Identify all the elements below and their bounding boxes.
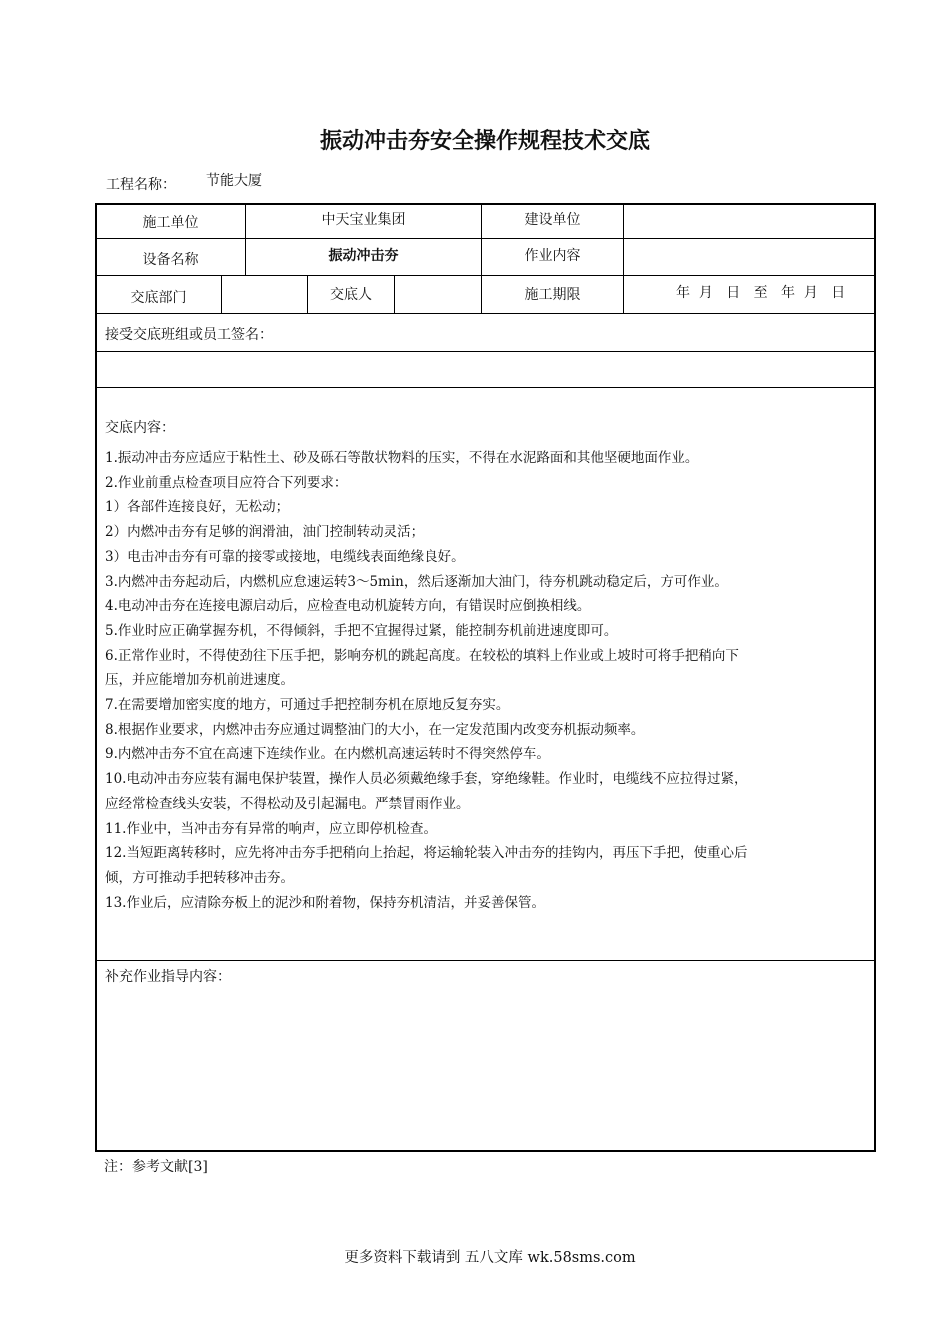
equipment-label: 设备名称	[142, 252, 199, 268]
footer-link[interactable]: 更多资料下载请到 五八文库 wk.58sms.com	[344, 1250, 636, 1266]
row-divider	[96, 313, 875, 314]
content-line: 3.内燃冲击夯起动后，内燃机应怠速运转3～5min，然后逐渐加大油门，待夯机跳动稳定后，方可作业。	[105, 573, 728, 590]
content-line: 1.振动冲击夯应适应于粘性土、砂及砾石等散状物料的压实，不得在水泥路面和其他坚硬地面作业。	[105, 450, 699, 466]
row-divider	[96, 238, 875, 239]
period-label: 施工期限	[524, 287, 581, 303]
col-divider	[221, 275, 222, 313]
equipment-value: 振动冲击夯	[328, 248, 399, 264]
content-line: 7.在需要增加密实度的地方，可通过手把控制夯机在原地反复夯实。	[105, 697, 510, 714]
content-line: 11.作业中，当冲击夯有异常的响声，应立即停机检查。	[105, 820, 437, 837]
construction-unit-label: 施工单位	[142, 215, 199, 231]
content-line: 3）电击冲击夯有可靠的接零或接地，电缆线表面绝缘良好。	[105, 548, 465, 565]
content-line: 2.作业前重点检查项目应符合下列要求：	[105, 474, 348, 491]
project-name-value: 节能大厦	[206, 173, 262, 189]
content-line: 压，并应能增加夯机前进速度。	[105, 672, 294, 689]
col-divider	[394, 275, 395, 313]
row-divider	[96, 960, 875, 961]
supplement-label: 补充作业指导内容：	[105, 969, 231, 985]
content-line: 4.电动冲击夯在连接电源启动后，应检查电动机旋转方向，有错误时应倒换相线。	[105, 598, 591, 615]
row-divider	[96, 387, 875, 388]
sign-label: 接受交底班组或员工签名：	[105, 327, 273, 343]
content-line: 8.根据作业要求，内燃冲击夯应通过调整油门的大小，在一定发范围内改变夯机振动频率。	[105, 721, 645, 738]
client-unit-label: 建设单位	[524, 212, 581, 228]
work-content-label: 作业内容	[524, 248, 581, 264]
content-line: 13.作业后，应清除夯板上的泥沙和附着物，保持夯机清洁，并妥善保管。	[105, 894, 545, 911]
content-line: 6.正常作业时，不得使劲往下压手把，影响夯机的跳起高度。在较松的填料上作业或上坡时可将手把稍向下	[105, 647, 739, 664]
content-body	[105, 446, 867, 915]
content-line: 12.当短距离转移时，应先将冲击夯手把稍向上抬起，将运输轮装入冲击夯的挂钩内，再压下手把，使重心后	[105, 845, 748, 862]
content-line: 5.作业时应正确掌握夯机，不得倾斜，手把不宜握得过紧，能控制夯机前进速度即可。	[105, 622, 618, 639]
period-value: 年 月 日 至 年 月 日	[676, 285, 846, 301]
person-label: 交底人	[330, 287, 372, 303]
content-label: 交底内容：	[105, 420, 175, 436]
row-divider	[96, 351, 875, 352]
content-line: 10.电动冲击夯应装有漏电保护装置，操作人员必须戴绝缘手套，穿绝缘鞋。作业时，电缆线不应拉得过紧，	[105, 771, 748, 788]
project-name-label: 工程名称：	[106, 177, 176, 193]
content-line: 2）内燃冲击夯有足够的润滑油，油门控制转动灵活；	[105, 524, 425, 541]
row-divider	[96, 275, 875, 276]
col-divider	[623, 204, 624, 313]
content-line: 1）各部件连接良好，无松动；	[105, 499, 290, 516]
construction-unit-value: 中天宝业集团	[321, 212, 406, 228]
document-title: 振动冲击夯安全操作规程技术交底	[319, 129, 650, 154]
reference-note: 注：参考文献[3]	[104, 1159, 208, 1175]
dept-label: 交底部门	[130, 290, 187, 306]
content-line: 倾，方可推动手把转移冲击夯。	[105, 869, 294, 886]
content-line: 应经常检查线头安装，不得松动及引起漏电。严禁冒雨作业。	[105, 795, 470, 812]
content-line: 9.内燃冲击夯不宜在高速下连续作业。在内燃机高速运转时不得突然停车。	[105, 746, 550, 763]
